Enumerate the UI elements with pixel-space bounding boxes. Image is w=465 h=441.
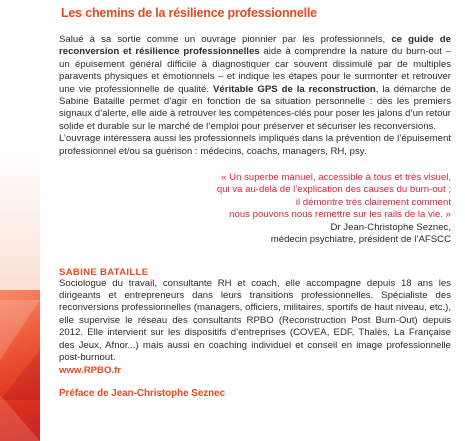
decorative-side-bar xyxy=(0,0,40,441)
preface-credit: Préface de Jean-Christophe Seznec xyxy=(59,388,226,400)
section-title: Les chemins de la résilience professionnelle xyxy=(61,6,317,20)
author-name: SABINE BATAILLE xyxy=(59,266,149,278)
quote-line: il démontre très clairement comment xyxy=(295,196,451,208)
intro-paragraph: Salué à sa sortie comme un ouvrage pionnier par les professionnels, ce guide de reconversion et résilience professionnelles aide à comprendre la nature du burn-out – un épuisement général difficile à diagnostiquer car souvent dissimulé par de multiples paravents physiques et émotionnels – et indique les étapes pour le surmonter et retrouver une vie professionnelle de qualité. Véritable GPS de la reconstruction, la démarche de Sabine Bataille permet d’agir en fonction de sa situation personnelle : dès les premiers signaux d’alerte, elle aide à retrouver les compétences-clés pour poser les jalons d’un retour solide et durable sur le marché de l’emploi pour préserver et sécuriser les reconversions. xyxy=(59,34,452,132)
quote-line: « Un superbe manuel, accessible à tous et très visuel, xyxy=(221,172,451,184)
testimonial-quote xyxy=(59,172,451,222)
quote-author: Dr Jean-Christophe Seznec, xyxy=(330,221,451,233)
quote-author-role: médecin psychiatre, président de l’AFSCC xyxy=(270,234,451,246)
quote-line: nous pouvons nous remettre sur les rails de la vie. » xyxy=(229,209,451,221)
intro-paragraph-2: L’ouvrage intéressera aussi les professionnels impliqués dans la prévention de l’épuisement professionnel et/ou sa guérison : médecins, coachs, managers, RH, psy. xyxy=(59,133,451,157)
quote-line: qui va au-delà de l’explication des causes du burn-out ; xyxy=(216,184,451,196)
author-bio: Sociologue du travail, consultante RH et coach, elle accompagne depuis 18 ans les dirigeants et entrepreneurs dans leurs transitions professionnelles. Spécialiste des reconversions professionnelles (managers, officiers, militaires, sportifs de haut niveau, etc.), elle supervise le réseau des consultants RPBO (Reconstruction Post Burn-Out) depuis 2012. Elle intervient sur les dispositifs d’entreprises (COVEA, EDF, Thalès, La Française des Jeux, Afnor...) mais aussi en coaching individuel et conseil en image professionnelle post-burnout. xyxy=(59,277,451,363)
back-cover-text xyxy=(59,6,451,399)
website-link[interactable]: www.RPBO.fr xyxy=(59,365,122,377)
